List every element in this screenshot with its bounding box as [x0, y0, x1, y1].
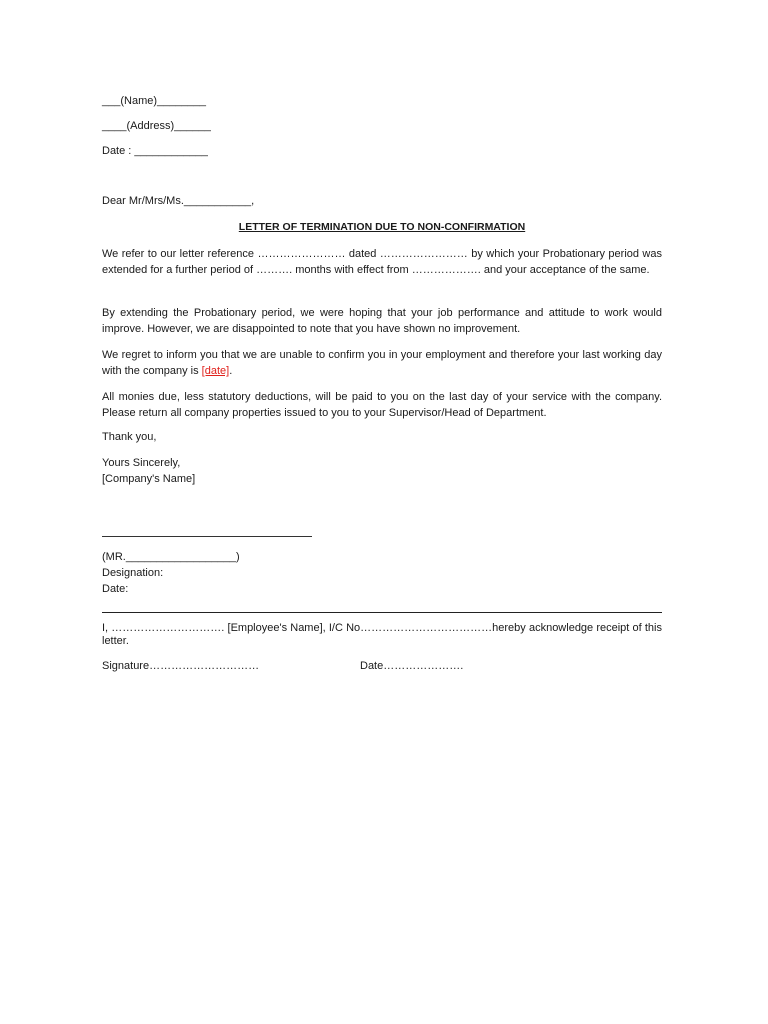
body-paragraph-4: All monies due, less statutory deductions, will be paid to you on the last day of your service with the company. Please return all company properties issued to you to your Supervisor/Head of Department.: [102, 391, 662, 419]
company-name-placeholder: [Company's Name]: [102, 473, 196, 485]
recipient-address-line: ____(Address)______: [102, 120, 211, 132]
salutation: Dear Mr/Mrs/Ms.___________,: [102, 195, 255, 207]
body-paragraph-3-text: We regret to inform you that we are unable to confirm you in your employment and therefore your last working day with the company is: [102, 349, 662, 377]
signatory-date-label: Date:: [102, 583, 129, 595]
letter-title: LETTER OF TERMINATION DUE TO NON-CONFIRMATION: [238, 221, 526, 233]
signatory-name-line: (MR.__________________): [102, 551, 240, 563]
thank-you-line: Thank you,: [102, 431, 157, 443]
signature-line: [102, 536, 312, 537]
body-paragraph-3-end: .: [229, 365, 233, 377]
letter-date-line: Date : ____________: [102, 145, 208, 157]
termination-date-placeholder: [date]: [201, 365, 230, 377]
recipient-name-line: ___(Name)________: [102, 95, 206, 107]
acknowledgement-text: I, …………………………. [Employee's Name], I/C No………………………………hereby acknowledge receipt of this letter.: [102, 622, 662, 647]
acknowledgement-signature: Signature…………………………: [102, 660, 260, 672]
designation-label: Designation:: [102, 567, 164, 579]
yours-sincerely-line: Yours Sincerely,: [102, 457, 181, 469]
acknowledgement-date: Date………………….: [360, 660, 464, 672]
body-paragraph-1: We refer to our letter reference …………………… dated …………………… by which your Probationary period was extended for a further period of ………. months with effect from ………………. and your acceptance of the same.: [102, 248, 662, 276]
body-paragraph-3: [102, 347, 662, 379]
section-divider: [102, 612, 662, 613]
body-paragraph-2: By extending the Probationary period, we were hoping that your job performance and attitude to work would improve. However, we are disappointed to note that you have shown no improvement.: [102, 307, 662, 335]
